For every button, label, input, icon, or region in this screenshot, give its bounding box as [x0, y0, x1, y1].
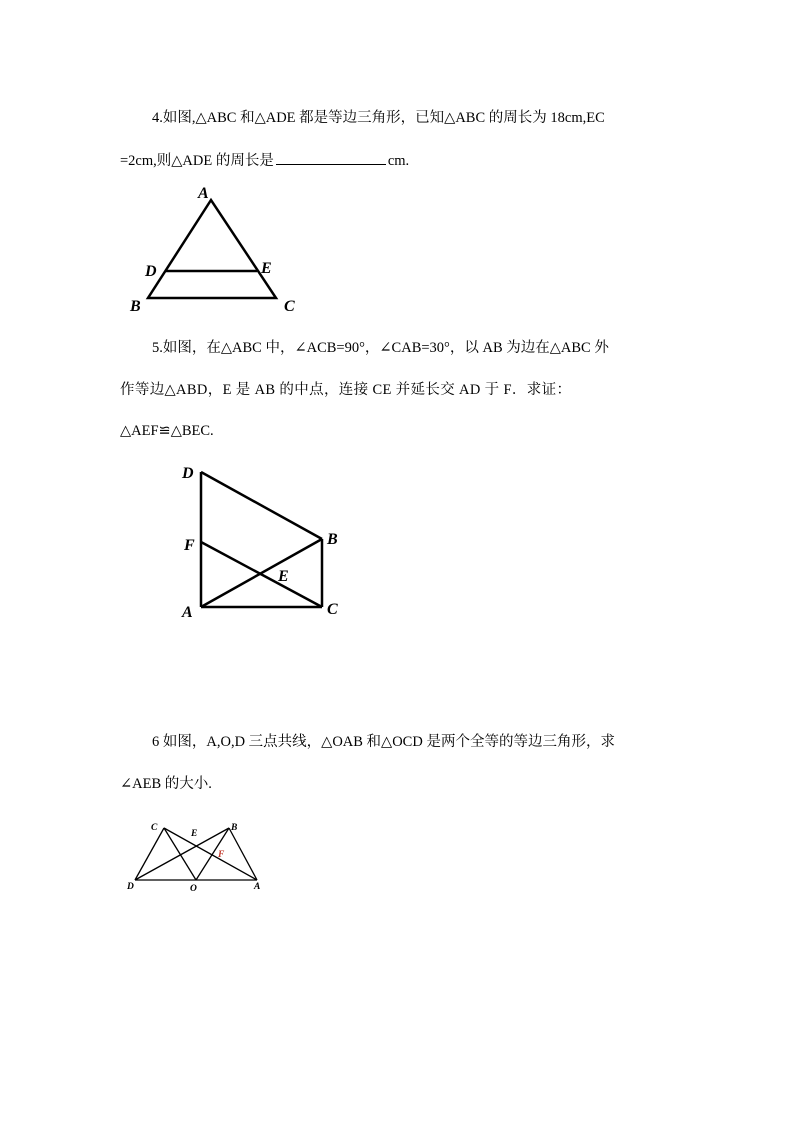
- label-d: D: [182, 465, 194, 482]
- label-d: D: [127, 882, 134, 892]
- label-c: C: [327, 601, 338, 618]
- problem4-line2-text: =2cm,则△ADE 的周长是: [120, 153, 274, 169]
- label-f: F: [184, 537, 195, 554]
- label-c: C: [284, 298, 295, 315]
- label-e: E: [278, 568, 289, 585]
- label-a: A: [182, 604, 193, 621]
- problem5-line1: 5.如图，在△ABC 中，∠ACB=90°，∠CAB=30°，以 AB 为边在△ABC 外: [152, 340, 609, 356]
- problem6-line2: ∠AEB 的大小.: [120, 776, 212, 792]
- triangle-abc: [148, 200, 276, 298]
- problem4-unit: cm.: [387, 153, 410, 169]
- problem4-line1: 4.如图,△ABC 和△ADE 都是等边三角形，已知△ABC 的周长为 18cm,EC: [152, 110, 605, 126]
- problem5-line2: 作等边△ABD，E 是 AB 的中点，连接 CE 并延长交 AD 于 F．求证：: [120, 382, 572, 398]
- problem5-figure: [0, 450, 794, 630]
- label-a: A: [198, 185, 209, 202]
- problem4-figure: [0, 0, 794, 330]
- label-f: F: [218, 850, 225, 860]
- label-d: D: [145, 263, 157, 280]
- label-o: O: [190, 884, 197, 894]
- label-c: C: [151, 823, 158, 833]
- label-a: A: [254, 882, 261, 892]
- label-e: E: [191, 829, 198, 839]
- label-b: B: [327, 531, 338, 548]
- problem6-line1: 6 如图，A,O,D 三点共线，△OAB 和△OCD 是两个全等的等边三角形，求: [152, 734, 615, 750]
- label-b: B: [231, 823, 238, 833]
- problem6-figure: [0, 815, 794, 905]
- problem5-line3: △AEF≌△BEC.: [120, 423, 214, 439]
- label-e: E: [261, 260, 272, 277]
- segment-db: [201, 472, 322, 539]
- label-b: B: [130, 298, 141, 315]
